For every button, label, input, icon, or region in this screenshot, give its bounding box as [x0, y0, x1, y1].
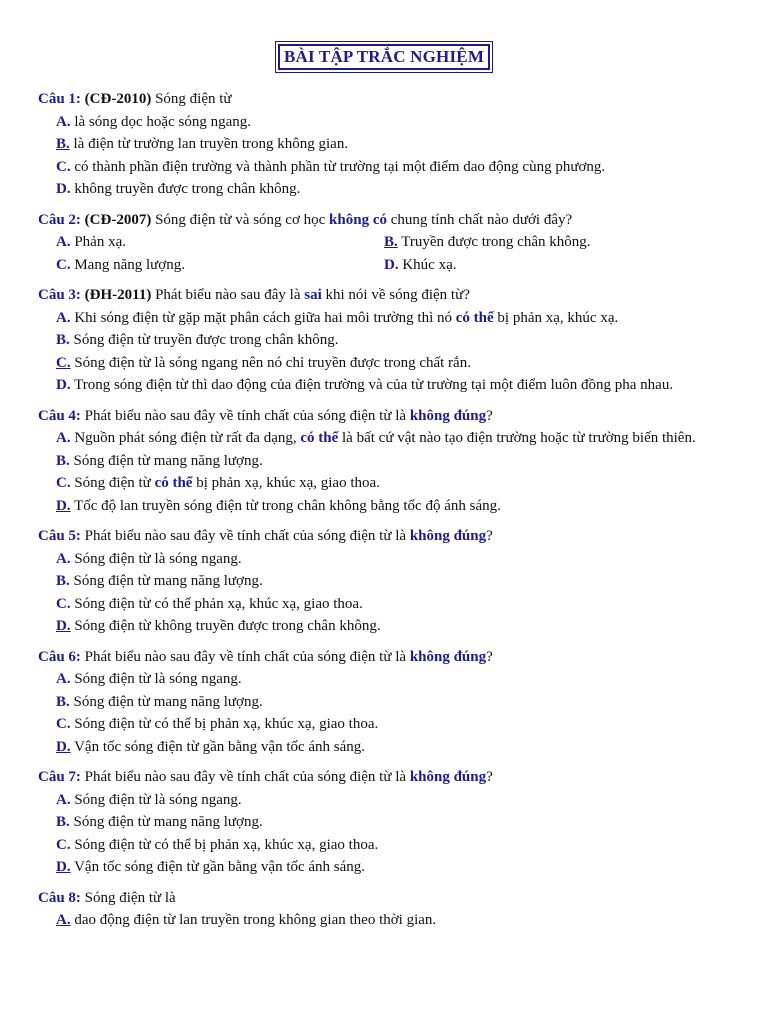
option-label: C. — [56, 716, 71, 732]
question-stem — [38, 525, 738, 548]
question-text: ? — [486, 407, 493, 424]
option-c[interactable] — [38, 352, 738, 375]
option-d[interactable] — [38, 736, 738, 759]
question-number: Câu 6: — [38, 648, 81, 665]
option-a[interactable] — [38, 231, 384, 254]
question-number: Câu 5: — [38, 528, 81, 544]
question-stem — [38, 88, 738, 111]
question-text: Phát biểu nào sau đây về tính chất của sóng điện từ là — [80, 407, 410, 424]
option-label: D. — [56, 859, 71, 875]
question-number: Câu 3: — [38, 287, 81, 303]
question-text: ? — [486, 648, 493, 665]
question-text: Phát biểu nào sau đây về tính chất của sóng điện từ là — [80, 528, 410, 544]
question-number: Câu 4: — [38, 407, 81, 424]
option-label: B. — [56, 573, 70, 589]
option-text: Sóng điện từ là sóng ngang. — [70, 791, 242, 808]
option-d[interactable] — [38, 856, 738, 879]
option-label: C. — [56, 158, 71, 175]
option-text: Sóng điện từ có thể bị phản xạ, khúc xạ, giao thoa. — [70, 716, 379, 732]
option-text: dao động điện từ lan truyền trong không gian theo thời gian. — [70, 912, 437, 928]
option-text: Trong sóng điện từ thì dao động của điện trường và của từ trường tại một điểm luôn đồng pha nhau. — [70, 377, 674, 393]
option-label: D. — [56, 181, 71, 197]
option-label: B. — [384, 234, 398, 250]
question-stem — [38, 405, 738, 428]
question-6 — [38, 646, 738, 759]
option-d[interactable] — [38, 615, 738, 638]
option-text: không truyền được trong chân không. — [70, 181, 301, 197]
option-text: bị phản xạ, khúc xạ. — [493, 309, 619, 326]
option-label: C. — [56, 595, 71, 612]
question-highlight: không có — [329, 211, 387, 228]
option-label: B. — [56, 136, 70, 152]
option-b[interactable] — [38, 691, 738, 714]
option-highlight: có thể — [455, 309, 494, 326]
question-number: Câu 7: — [38, 769, 81, 785]
option-label: A. — [56, 550, 71, 567]
title-container — [0, 44, 768, 70]
option-row — [38, 254, 738, 277]
option-a[interactable] — [38, 548, 738, 571]
option-label: D. — [56, 497, 71, 514]
option-text: Sóng điện từ là sóng ngang. — [70, 671, 242, 687]
option-text: Khi sóng điện từ gặp mặt phân cách giữa hai môi trường thì nó — [70, 309, 456, 326]
question-1 — [38, 88, 738, 201]
question-highlight: không đúng — [409, 528, 487, 544]
question-text: Sóng điện từ và sóng cơ học — [151, 211, 330, 228]
option-a[interactable] — [38, 307, 738, 330]
option-text: Sóng điện từ có thể phản xạ, khúc xạ, giao thoa. — [70, 595, 363, 612]
option-label: B. — [56, 452, 70, 469]
question-number: Câu 8: — [38, 889, 81, 906]
question-stem — [38, 887, 738, 910]
option-c[interactable] — [38, 156, 738, 179]
option-c[interactable] — [38, 254, 384, 277]
option-text: là sóng dọc hoặc sóng ngang. — [70, 113, 251, 130]
option-text: là bất cứ vật nào tạo điện trường hoặc từ trường biến thiên. — [338, 430, 696, 446]
option-row — [38, 231, 738, 254]
option-label: A. — [56, 791, 71, 808]
question-text: chung tính chất nào dưới đây? — [386, 211, 573, 228]
question-highlight: không đúng — [409, 648, 487, 665]
question-stem — [38, 766, 738, 789]
option-b[interactable] — [38, 329, 738, 352]
option-label: B. — [56, 693, 70, 710]
option-b[interactable] — [38, 570, 738, 593]
option-text: Sóng điện từ mang năng lượng. — [69, 693, 263, 710]
option-text: Khúc xạ. — [398, 256, 457, 273]
question-text: Sóng điện từ là — [80, 889, 176, 906]
option-d[interactable] — [38, 178, 738, 201]
question-text: khi nói về sóng điện từ? — [321, 287, 470, 303]
question-8 — [38, 887, 738, 932]
option-a[interactable] — [38, 111, 738, 134]
question-text: Phát biểu nào sau đây là — [151, 287, 305, 303]
question-text: Phát biểu nào sau đây về tính chất của sóng điện từ là — [80, 648, 410, 665]
option-label: C. — [56, 475, 71, 491]
option-label: C. — [56, 256, 71, 273]
option-c[interactable] — [38, 472, 738, 495]
option-label: C. — [56, 836, 71, 853]
option-text: Phản xạ. — [70, 234, 127, 250]
option-label: D. — [56, 618, 71, 634]
option-text: Nguồn phát sóng điện từ rất đa dạng, — [70, 430, 301, 446]
option-label: D. — [384, 256, 399, 273]
option-a[interactable] — [38, 668, 738, 691]
question-text: Sóng điện từ — [151, 91, 232, 107]
option-highlight: có thể — [300, 430, 339, 446]
question-number: Câu 2: — [38, 211, 81, 228]
option-text: Sóng điện từ truyền được trong chân không. — [69, 332, 339, 348]
option-c[interactable] — [38, 834, 738, 857]
question-highlight: không đúng — [409, 407, 487, 424]
option-text: Sóng điện từ có thể bị phản xạ, khúc xạ, giao thoa. — [70, 836, 379, 853]
option-text: Mang năng lượng. — [70, 256, 185, 273]
option-b[interactable] — [38, 450, 738, 473]
option-text: Vận tốc sóng điện từ gần bằng vận tốc ánh sáng. — [70, 738, 366, 755]
option-label: D. — [56, 377, 71, 393]
option-label: A. — [56, 671, 71, 687]
question-text: ? — [486, 769, 493, 785]
option-d[interactable] — [384, 254, 724, 277]
option-label: A. — [56, 912, 71, 928]
option-text: là điện từ trường lan truyền trong không gian. — [69, 136, 349, 152]
page-title: BÀI TẬP TRẮC NGHIỆM — [278, 44, 490, 70]
option-label: A. — [56, 234, 71, 250]
option-a[interactable] — [38, 427, 738, 450]
option-b[interactable] — [384, 231, 724, 254]
option-b[interactable] — [38, 133, 738, 156]
option-c[interactable] — [38, 713, 738, 736]
option-label: A. — [56, 113, 71, 130]
question-stem — [38, 284, 738, 307]
option-label: D. — [56, 738, 71, 755]
question-4 — [38, 405, 738, 518]
question-7 — [38, 766, 738, 879]
option-label: C. — [56, 354, 71, 371]
option-label: B. — [56, 814, 70, 830]
option-b[interactable] — [38, 811, 738, 834]
question-5 — [38, 525, 738, 638]
question-source: (ĐH-2011) — [84, 287, 152, 303]
option-d[interactable] — [38, 495, 738, 518]
option-d[interactable] — [38, 374, 738, 397]
option-label: A. — [56, 309, 71, 326]
question-stem — [38, 646, 738, 669]
option-text: Truyền được trong chân không. — [397, 234, 591, 250]
question-highlight: không đúng — [409, 769, 487, 785]
question-number: Câu 1: — [38, 91, 81, 107]
question-text: Phát biểu nào sau đây về tính chất của sóng điện từ là — [80, 769, 410, 785]
option-a[interactable] — [38, 789, 738, 812]
option-text: Sóng điện từ là sóng ngang. — [70, 550, 242, 567]
option-label: A. — [56, 430, 71, 446]
option-text: Sóng điện từ không truyền được trong chân không. — [70, 618, 381, 634]
question-2 — [38, 209, 738, 277]
option-label: B. — [56, 332, 70, 348]
question-3 — [38, 284, 738, 397]
question-list — [38, 88, 738, 940]
question-source: (CĐ-2007) — [84, 211, 152, 228]
option-text: có thành phần điện trường và thành phần từ trường tại một điểm dao động cùng phương. — [70, 158, 606, 175]
option-a[interactable] — [38, 909, 738, 932]
option-highlight: có thể — [154, 475, 193, 491]
option-text: bị phản xạ, khúc xạ, giao thoa. — [192, 475, 380, 491]
option-text: Sóng điện từ mang năng lượng. — [69, 814, 263, 830]
option-c[interactable] — [38, 593, 738, 616]
question-source: (CĐ-2010) — [84, 91, 152, 107]
option-text: Sóng điện từ là sóng ngang nên nó chỉ truyền được trong chất rắn. — [70, 354, 471, 371]
option-text: Tốc độ lan truyền sóng điện từ trong chân không bằng tốc độ ánh sáng. — [70, 497, 501, 514]
question-stem — [38, 209, 738, 232]
question-text: ? — [486, 528, 493, 544]
option-text: Sóng điện từ — [70, 475, 155, 491]
option-text: Sóng điện từ mang năng lượng. — [69, 452, 263, 469]
option-text: Vận tốc sóng điện từ gần bằng vận tốc ánh sáng. — [70, 859, 366, 875]
question-highlight: sai — [304, 287, 322, 303]
option-text: Sóng điện từ mang năng lượng. — [69, 573, 263, 589]
